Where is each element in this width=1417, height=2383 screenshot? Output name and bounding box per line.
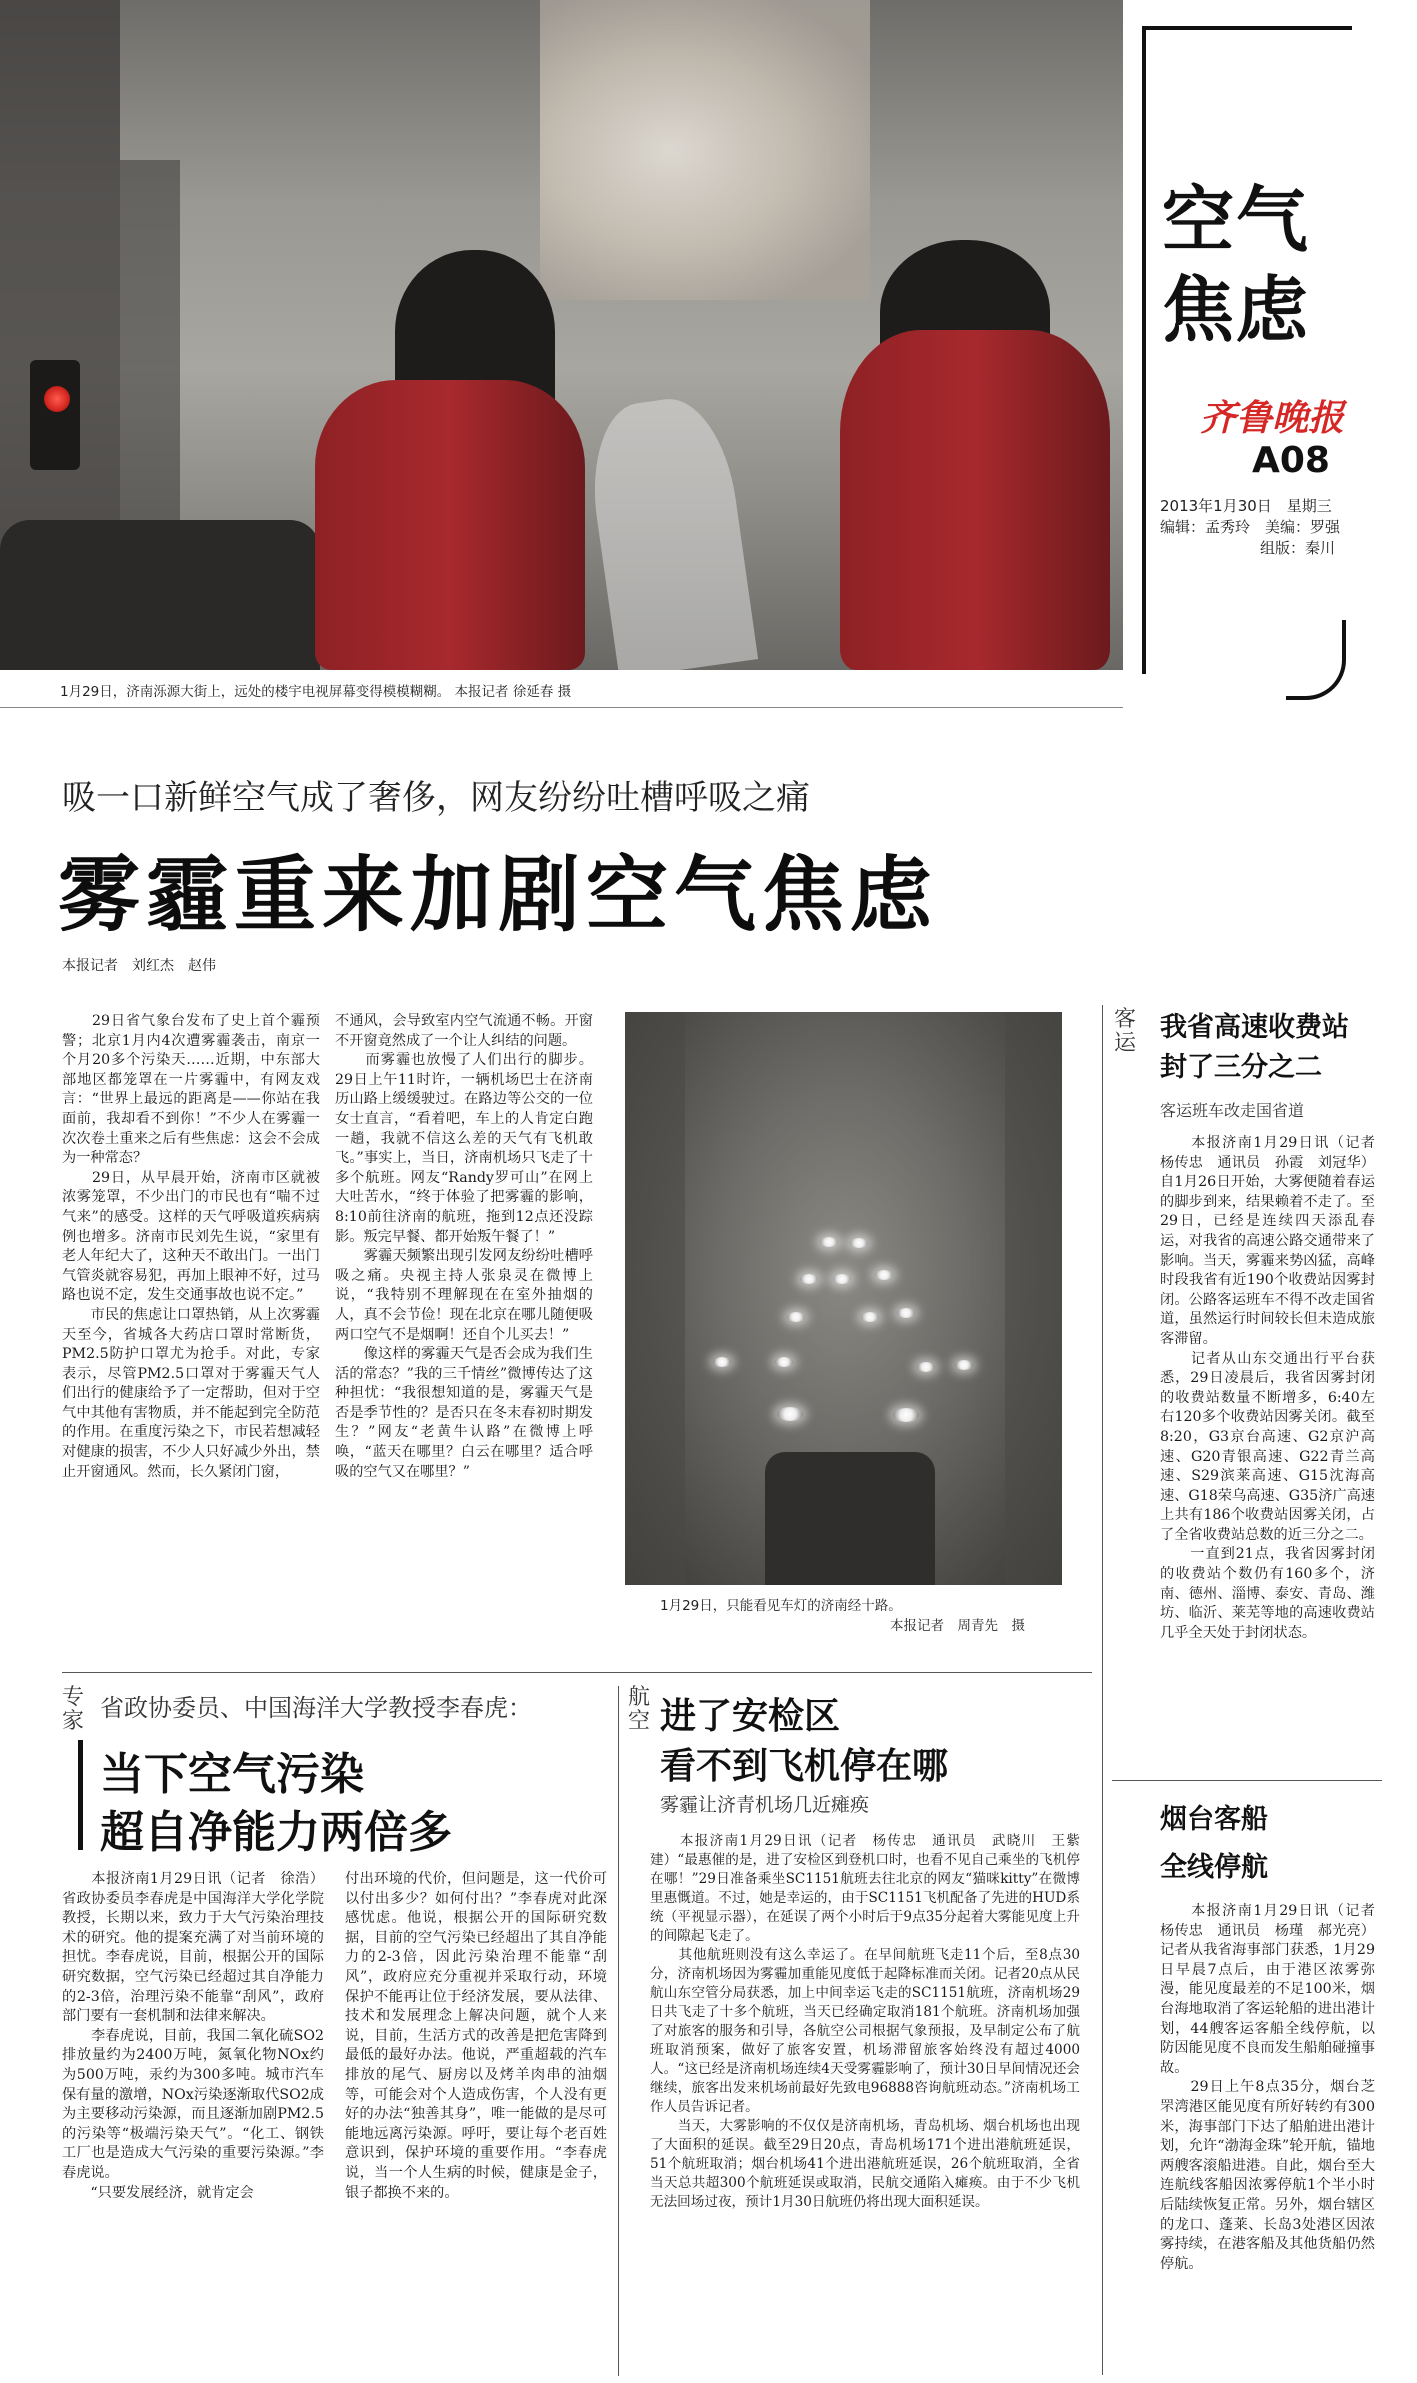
expert-column-1: 本报济南1月29日讯（记者 徐浩）省政协委员李春虎是中国海洋大学化学院教授，长期以来，致力于大气污染治理技术的研究。他的提案充满了对当前环境的担忧。李春虎说，目前，根据公开的国际研究数据，空气污染已经超过其自净能力的2-3倍，治理污染不能靠“刮风”，政府部门要有一套机制和法律来解决。 李春虎说，目前，我国二氧化硫SO2排放量约为2400万吨，氮氧化物NOx约为500万吨，汞约为300多吨。城市汽车保有量的激增，NOx污染逐渐取代SO2成为主要移动污染源，而且逐渐加剧PM2.5的污染等“极端污染天气”。“化工、钢铁工厂也是造成大气污染的重要污染源。”李春虎说。 “只要发展经济，就肯定会 bbox=[62, 1871, 324, 2201]
middle-photo-caption-1: 1月29日，只能看见车灯的济南经十路。 bbox=[660, 1598, 902, 1614]
main-subhead: 吸一口新鲜空气成了奢侈，网友纷纷吐槽呼吸之痛 bbox=[62, 778, 810, 818]
highway-title-line2: 封了三分之二 bbox=[1160, 1052, 1322, 1083]
section-divider bbox=[62, 1672, 1092, 1673]
car-silhouette bbox=[0, 520, 320, 670]
expert-kicker: 省政协委员、中国海洋大学教授李春虎： bbox=[100, 1694, 532, 1722]
headlight-icon bbox=[777, 1407, 803, 1421]
building-silhouette bbox=[1005, 1012, 1062, 1585]
ferry-body: 本报济南1月29日讯（记者 杨传忠 通讯员 杨瑾 郝光亮）记者从我省海事部门获悉，1月29日早晨7点后，由于港区浓雾弥漫，能见度最差的不足100米，烟台海地取消了客运轮船的进出港计划，44艘客运客船全线停航，以防因能见度不良而发生船舶碰撞事故。 29日上午8点35分，烟台芝罘湾港区能见度有所好转约有300米，海事部门下达了船舶进出港计划，允许“渤海金珠”轮开航，锚地两艘客滚船进港。自此，烟台至大连航线客船因浓雾停航1个半小时后陆续恢复正常。另外，烟台辖区的龙口、蓬莱、长岛3处港区因浓雾持续，在港客船及其他货船仍然停航。 bbox=[1160, 1903, 1375, 2272]
headlight-icon bbox=[787, 1312, 805, 1322]
headlight-icon bbox=[875, 1270, 893, 1280]
headlight-icon bbox=[800, 1274, 818, 1284]
expert-column-2: 付出环境的代价，但问题是，这一代价可以付出多少？如何付出？”李春虎对此深感忧虑。他说，根据公开的国际研究数据，目前的空气污染已经超出了其自净能力的2-3倍，因此污染治理不能靠“刮风”，政府应充分重视并采取行动，环境保护不能再让位于经济发展，要从法律、技术和发展理念上解决问题，就个人来说，目前，生活方式的改善是把危害降到最低的最好办法。他说，严重超载的汽车排放的尾气、厨房以及烤羊肉串的油烟等，可能会对个人造成伤害，个人没有更好的办法“独善其身”，唯一能做的是尽可能地远离污染源。呼吁，要让每个老百姓意识到，保护环境的重要作用。“李春虎说，当一个人生病的时候，健康是金子，银子都换不来的。 bbox=[345, 1871, 607, 2201]
expert-headline-line2: 超自净能力两倍多 bbox=[100, 1807, 452, 1858]
building-silhouette bbox=[625, 1012, 685, 1585]
date-line: 2013年1月30日 星期三 bbox=[1160, 497, 1332, 515]
section-frame-curl bbox=[1286, 620, 1346, 700]
headlight-icon bbox=[917, 1362, 935, 1372]
airport-subtitle: 雾霾让济青机场几近瘫痪 bbox=[660, 1794, 870, 1816]
airport-label: 航空 bbox=[628, 1685, 651, 1734]
rider-1-jacket bbox=[315, 380, 585, 670]
airport-body: 本报济南1月29日讯（记者 杨传忠 通讯员 武晓川 王紫建）“最惠催的是，进了安检区到登机口时，也看不见自己乘坐的飞机停在哪！”29日准备乘坐SC1151航班去往北京的网友“猫咪kitty”在微博里惠慨道。不过，她是幸运的，由于SC1151飞机配备了先进的HUD系统（平视显示器），在延误了两个小时后于9点35分起着大雾能见度上升的间隙起飞走了。 其他航班则没有这么幸运了。在早间航班飞走11个后，至8点30分，济南机场因为雾霾加重能见度低于起降标准而关闭。记者20点从民航山东空管分局获悉，加上中间幸运飞走的SC1151航班，济南机场29日共飞走了十多个航班，当天已经确定取消181个航班。济南机场加强了对旅客的服务和引导，各航空公司根据气象预报，及早制定公布了航班取消预案，做好了旅客安置，机场滞留旅客始终没有超过4000人。“这已经是济南机场连续4天受雾霾影响了，预计30日早间情况还会继续，旅客出发来机场前最好先致电96888咨询航班动态。”济南机场工作人员告诉记者。 当天，大雾影响的不仅仅是济南机场，青岛机场、烟台机场也出现了大面积的延误。截至29日20点，青岛机场171个进出港航班延误，51个航班取消；烟台机场41个进出港航班延误，26个航班取消，全省当天总共超300个航班延误或取消，民航交通陷入瘫痪。由于不少飞机无法回场过夜，预计1月30日航班仍将出现大面积延误。 bbox=[650, 1833, 1080, 2210]
editor-line: 编辑：孟秀玲 美编：罗强 bbox=[1160, 518, 1341, 536]
headlight-icon bbox=[713, 1357, 731, 1367]
middle-photo-caption-2: 本报记者 周青先 摄 bbox=[890, 1618, 1025, 1634]
headlight-icon bbox=[861, 1312, 879, 1322]
sidebar-label-passenger: 客运 bbox=[1114, 1007, 1137, 1056]
expert-label: 专家 bbox=[62, 1685, 85, 1734]
headline-mark-bar bbox=[78, 1740, 83, 1850]
main-column-1: 29日省气象台发布了史上首个霾预警；北京1月内4次遭雾霾袭击，南京一个月20多个污染天……近期，中东部大部地区都笼罩在一片雾霾中，有网友戏言：“世界上最远的距离是——你站在我面前，我却看不到你！”不少人在雾霾一次次卷土重来之后有些焦虑：这会不会成为一种常态？ 29日，从早晨开始，济南市区就被浓雾笼罩，不少出门的市民也有“喘不过气来”的感受。这样的天气呼吸道疾病病例也增多。济南市民刘先生说，“家里有老人年纪大了，这种天不敢出门。一出门气管炎就容易犯，再加上眼神不好，过马路也说不定，发生交通事故也说不定。” 市民的焦虑让口罩热销，从上次雾霾天至今，省城各大药店口罩时常断货，PM2.5防护口罩尤为抢手。对此，专家表示，尽管PM2.5口罩对于雾霾天气人们出行的健康给予了一定帮助，但对于空气中其他有害物质，并不能起到完全防范的作用。在重度污染之下，市民若想减轻对健康的损害，不少人只好减少外出，禁止开窗通风。然而，长久紧闭门窗， bbox=[62, 1013, 320, 1480]
car-silhouette bbox=[765, 1452, 935, 1585]
airport-headline-line1: 进了安检区 bbox=[660, 1696, 841, 1737]
highway-body: 本报济南1月29日讯（记者 杨传忠 通讯员 孙霞 刘冠华）自1月26日开始，大雾便随着春运的脚步到来，结果赖着不走了。至29日，已经是连续四天添乱春运，对我省的高速公路交通带来了影响。当天，雾霾来势凶猛，高峰时段我省有近190个收费站因雾封闭。公路客运班车不得不改走国省道，虽然运行时间较长但未造成旅客滞留。 记者从山东交通出行平台获悉，29日凌晨后，我省因雾封闭的收费站数量不断增多，6:40左右120多个收费站因雾关闭。截至8:20，G3京台高速、G2京沪高速、G20青银高速、G22青兰高速、S29滨莱高速、G15沈海高速、G18荣乌高速、G35济广高速上共有186个收费站因雾关闭，占了全省收费站总数的近三分之二。 一直到21点，我省因雾封闭的收费站个数仍有160多个，济南、德州、淄博、泰安、青岛、潍坊、临沂、莱芜等地的高速收费站几乎全天处于封闭状态。 bbox=[1160, 1135, 1375, 1641]
traffic-light-housing bbox=[30, 360, 80, 470]
top-photo-caption-bar bbox=[0, 670, 1123, 708]
proof-line: 组版：秦川 bbox=[1260, 539, 1336, 557]
headlight-icon bbox=[775, 1357, 793, 1367]
newspaper-brand-logo: 齐鲁晚报 bbox=[1200, 397, 1345, 439]
headlight-icon bbox=[897, 1308, 915, 1318]
page-number: A08 bbox=[1252, 440, 1330, 481]
column-divider bbox=[618, 1686, 619, 2376]
ferry-title-line2: 全线停航 bbox=[1160, 1852, 1268, 1883]
headlight-icon bbox=[893, 1408, 919, 1422]
headlight-icon bbox=[820, 1237, 838, 1247]
main-column-2: 不通风，会导致室内空气流通不畅。开窗不开窗竟然成了一个让人纠结的问题。 而雾霾也放慢了人们出行的脚步。29日上午11时许，一辆机场巴士在济南历山路上缓缓驶过。在路边等公交的一位女士直言，“看着吧，车上的人肯定白跑一趟，我就不信这么差的天气有飞机敢飞。”事实上，当日，济南机场只飞走了十多个航班。网友“Randy罗可山”在网上大吐苦水，“终于体验了把雾霾的影响，8:10前往济南的航班，拖到12点还没踪影。叛完早餐、都开始叛午餐了！” 雾霾天频繁出现引发网友纷纷吐槽呼吸之痛。央视主持人张泉灵在微博上说，“我特别不理解现在在室外抽烟的人，真不会节俭！现在北京在哪儿随便吸两口空气不是烟啊！还自个儿买去！” 像这样的雾霾天气是否会成为我们生活的常态？”我的三千情丝”微博传达了这种担忧：“我很想知道的是，雾霾天气是否是季节性的？是否只在冬末春初时期发生？”网友“老黄牛认路”在微博上呼唤，“蓝天在哪里？白云在哪里？适合呼吸的空气又在哪里？” bbox=[335, 1013, 593, 1480]
expert-headline-line1: 当下空气污染 bbox=[100, 1749, 364, 1800]
main-headline: 雾霾重来加剧空气焦虑 bbox=[58, 848, 939, 943]
headlight-icon bbox=[955, 1360, 973, 1370]
red-light-icon bbox=[44, 386, 70, 412]
headlight-icon bbox=[833, 1274, 851, 1284]
main-byline: 本报记者 刘红杰 赵伟 bbox=[62, 958, 216, 974]
column-divider bbox=[1102, 1005, 1103, 2375]
rider-2-jacket bbox=[840, 330, 1110, 670]
section-title-line2: 焦虑 bbox=[1162, 268, 1311, 352]
top-photo bbox=[0, 0, 1123, 670]
middle-photo bbox=[625, 1012, 1062, 1585]
highway-subtitle: 客运班车改走国省道 bbox=[1160, 1101, 1305, 1120]
billboard-screen bbox=[540, 0, 870, 300]
ferry-title-line1: 烟台客船 bbox=[1160, 1804, 1268, 1835]
section-title-line1: 空气 bbox=[1162, 178, 1311, 262]
headlight-icon bbox=[850, 1238, 868, 1248]
windshield bbox=[582, 392, 758, 679]
airport-headline-line2: 看不到飞机停在哪 bbox=[660, 1746, 949, 1787]
highway-title-line1: 我省高速收费站 bbox=[1160, 1012, 1349, 1043]
top-photo-caption: 1月29日，济南泺源大街上，远处的楼宇电视屏幕变得模模糊糊。 本报记者 徐延春 摄 bbox=[60, 684, 572, 700]
sidebar-divider bbox=[1112, 1780, 1382, 1781]
